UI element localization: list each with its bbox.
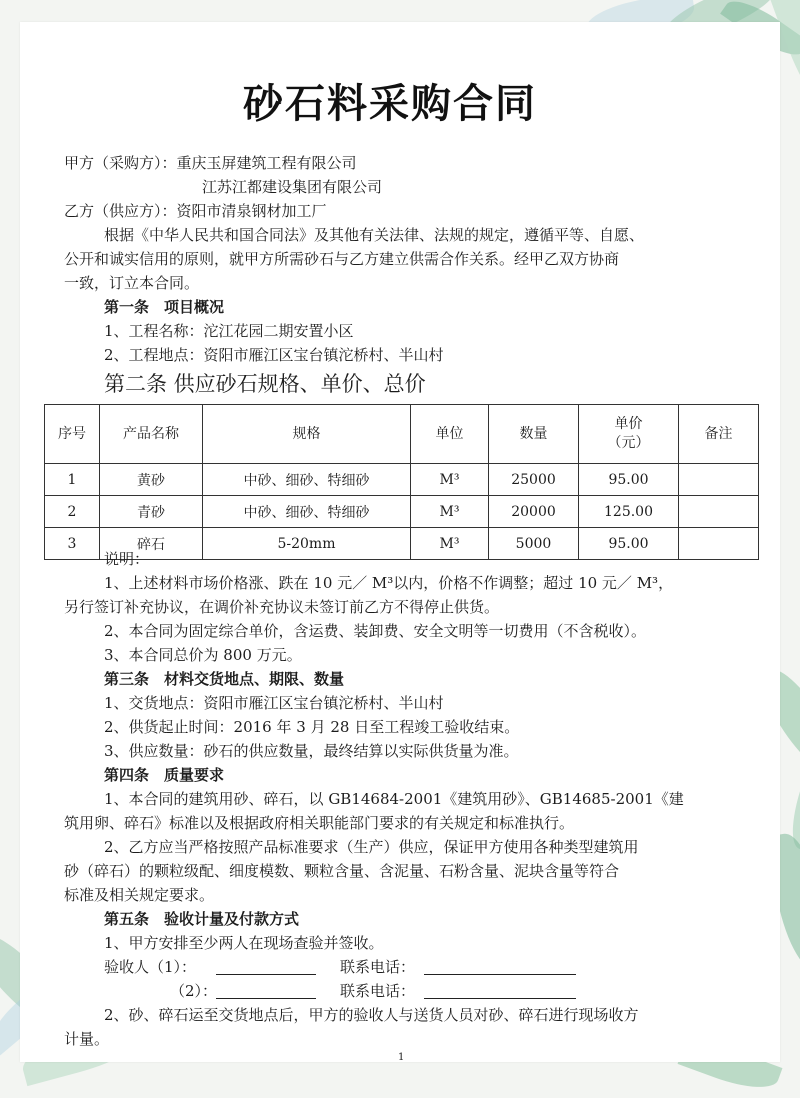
- inspector1-label: 验收人（1）：: [104, 958, 197, 976]
- cell-price: 125.00: [579, 496, 679, 528]
- document-page: [20, 22, 780, 1062]
- article1-line: 2、工程地点：资阳市雁江区宝台镇沱桥村、半山村: [104, 346, 444, 364]
- phone2-blank[interactable]: [424, 998, 576, 999]
- article1-line: 1、工程名称：沱江花园二期安置小区: [104, 322, 354, 340]
- cell-name: 黄砂: [100, 464, 203, 496]
- cell-note: [679, 528, 759, 560]
- cell-spec: 5-20mm: [203, 528, 411, 560]
- cell-unit: M³: [411, 496, 489, 528]
- header-price: [579, 405, 679, 464]
- header-name: 产品名称: [100, 405, 203, 464]
- inspector2-label: （2）：: [170, 982, 218, 1000]
- header-spec: 规格: [203, 405, 411, 464]
- table-row: [45, 528, 759, 560]
- cell-spec: 中砂、细砂、特细砂: [203, 496, 411, 528]
- preamble-line: 根据《中华人民共和国合同法》及其他有关法律、法规的规定，遵循平等、自愿、: [104, 226, 645, 244]
- page-number: 1: [398, 1052, 405, 1063]
- cell-no: 2: [45, 496, 100, 528]
- notes-label: 说明：: [104, 550, 150, 568]
- article5-heading: 第五条 验收计量及付款方式: [104, 910, 300, 928]
- header-note: 备注: [679, 405, 759, 464]
- article4-line: 1、本合同的建筑用砂、碎石，以 GB14684-2001《建筑用砂》、GB14685-2001《建: [104, 790, 684, 808]
- notes-line: 1、上述材料市场价格涨、跌在 10 元／ M³以内，价格不作调整；超过 10 元／ M³，: [104, 574, 674, 592]
- article3-line: 2、供货起止时间：2016 年 3 月 28 日至工程竣工验收结束。: [104, 718, 520, 736]
- article4-line: 砂（碎石）的颗粒级配、细度模数、颗粒含量、含泥量、石粉含量、泥块含量等符合: [64, 862, 620, 880]
- cell-name: 碎石: [100, 528, 203, 560]
- cell-note: [679, 464, 759, 496]
- party-a-line: [64, 152, 357, 174]
- cell-unit: M³: [411, 528, 489, 560]
- document-title: 砂石料采购合同: [243, 81, 537, 127]
- cell-qty: 25000: [489, 464, 579, 496]
- notes-line: 另行签订补充协议，在调价补充协议未签订前乙方不得停止供货。: [64, 598, 500, 616]
- cell-unit: M³: [411, 464, 489, 496]
- cell-qty: 20000: [489, 496, 579, 528]
- cell-qty: 5000: [489, 528, 579, 560]
- header-no: 序号: [45, 405, 100, 464]
- cell-price: 95.00: [579, 464, 679, 496]
- article4-line: 2、乙方应当严格按照产品标准要求（生产）供应，保证甲方使用各种类型建筑用: [104, 838, 639, 856]
- table-row: [45, 496, 759, 528]
- article3-heading: 第三条 材料交货地点、期限、数量: [104, 670, 345, 688]
- article5-line: 计量。: [64, 1030, 110, 1048]
- table-header-row: [45, 405, 759, 464]
- article4-line: 标准及相关规定要求。: [64, 886, 215, 904]
- header-price-unit: （元）: [607, 435, 650, 451]
- cell-price: 95.00: [579, 528, 679, 560]
- inspector2-blank[interactable]: [216, 998, 316, 999]
- inspector1-blank[interactable]: [216, 974, 316, 975]
- party-b-line: [64, 200, 327, 222]
- phone2-label: 联系电话：: [340, 982, 416, 1000]
- article3-line: 1、交货地点：资阳市雁江区宝台镇沱桥村、半山村: [104, 694, 444, 712]
- party-a-name2: 江苏江都建设集团有限公司: [202, 178, 383, 196]
- article3-line: 3、供应数量：砂石的供应数量，最终结算以实际供货量为准。: [104, 742, 519, 760]
- article2-heading: 第二条 供应砂石规格、单价、总价: [104, 372, 426, 396]
- cell-note: [679, 496, 759, 528]
- cell-spec: 中砂、细砂、特细砂: [203, 464, 411, 496]
- article5-line: 1、甲方安排至少两人在现场查验并签收。: [104, 934, 384, 952]
- notes-line: 3、本合同总价为 800 万元。: [104, 646, 302, 664]
- article5-line: 2、砂、碎石运至交货地点后，甲方的验收人与送货人员对砂、碎石进行现场收方: [104, 1006, 639, 1024]
- phone1-label: 联系电话：: [340, 958, 416, 976]
- article4-heading: 第四条 质量要求: [104, 766, 225, 784]
- party-b-name: 资阳市清泉钢材加工厂: [176, 202, 327, 220]
- notes-line: 2、本合同为固定综合单价，含运费、装卸费、安全文明等一切费用（不含税收）。: [104, 622, 647, 640]
- header-unit: 单位: [411, 405, 489, 464]
- cell-no: 3: [45, 528, 100, 560]
- cell-name: 青砂: [100, 496, 203, 528]
- preamble-line: 一致，订立本合同。: [64, 274, 200, 292]
- table-row: [45, 464, 759, 496]
- article1-heading: 第一条 项目概况: [104, 298, 225, 316]
- phone1-blank[interactable]: [424, 974, 576, 975]
- party-a-label: 甲方（采购方）：: [64, 154, 177, 172]
- header-price-label: 单价: [614, 416, 643, 432]
- party-b-label: 乙方（供应方）：: [64, 202, 177, 220]
- preamble-line: 公开和诚实信用的原则，就甲方所需砂石与乙方建立供需合作关系。经甲乙双方协商: [64, 250, 620, 268]
- cell-no: 1: [45, 464, 100, 496]
- header-qty: 数量: [489, 405, 579, 464]
- spec-table: [44, 404, 759, 560]
- article4-line: 筑用卵、碎石》标准以及根据政府相关职能部门要求的有关规定和标准执行。: [64, 814, 575, 832]
- party-a-name1: 重庆玉屏建筑工程有限公司: [176, 154, 357, 172]
